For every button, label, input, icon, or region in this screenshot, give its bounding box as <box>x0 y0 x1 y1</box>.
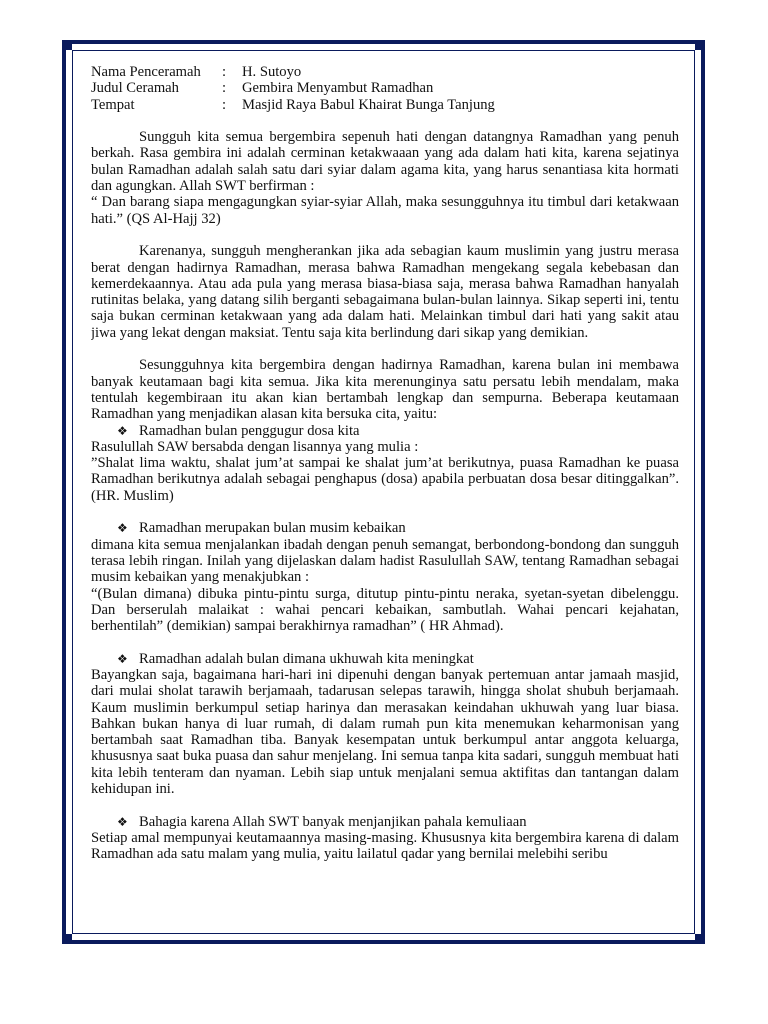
section-heading-2 <box>91 520 679 536</box>
meta-colon: : <box>222 80 227 97</box>
meta-value: Gembira Menyambut Ramadhan <box>242 80 434 97</box>
section-2-line-1: dimana kita semua menjalankan ibadah dengan penuh semangat, berbondong-bondong dan sungguh terasa lebih ringan. Inilah yang dijelaskan dalam hadist Rasulullah SAW, tentang Ramadhan sebagai musim kebaikan yang menakjubkan : <box>91 536 679 586</box>
section-1-hadith: ”Shalat lima waktu, shalat jum’at sampai ke shalat jum’at berikutnya, puasa Ramadhan ke puasa Ramadhan berikutnya adalah sebagai penghapus (dosa) apabila perbuatan dosa besar ditinggalkan”. (HR. Muslim) <box>91 455 679 504</box>
meta-row-place <box>91 97 679 113</box>
border-corner-bottom-right <box>695 934 705 944</box>
section-2-hadith: “(Bulan dimana) dibuka pintu-pintu surga, ditutup pintu-pintu neraka, syetan-syetan dibelenggu. Dan berserulah malaikat : wahai pencari kebaikan, sambutlah. Wahai pencari kejahatan, berhentilah” (demikian) sampai berakhirnya ramadhan” ( HR Ahmad). <box>91 585 679 635</box>
meta-block <box>91 64 679 113</box>
section-title: Ramadhan merupakan bulan musim kebaikan <box>139 520 406 537</box>
meta-label: Tempat <box>91 96 135 113</box>
meta-colon: : <box>222 96 227 113</box>
section-4-body: Setiap amal mempunyai keutamaannya masing-masing. Khususnya kita bergembira karena di dalam Ramadhan ada satu malam yang mulia, yaitu lailatul qadar yang bernilai melebihi seribu <box>91 829 679 863</box>
diamond-bullet-icon: ❖ <box>117 423 128 438</box>
meta-row-title <box>91 80 679 96</box>
document-content <box>91 64 679 906</box>
meta-row-speaker <box>91 64 679 80</box>
section-heading-3 <box>91 651 679 667</box>
paragraph-intro: Sungguh kita semua bergembira sepenuh hati dengan datangnya Ramadhan yang penuh berkah. Rasa gembira ini adalah cerminan ketakwaaan yang ada dalam hati kita, karena sejatinya bulan Ramadhan adalah salah satu dari syiar dalam agama kita, yang harus senantiasa kita hormati dan agungkan. Allah SWT berfirman : <box>91 129 679 195</box>
section-3-body: Bayangkan saja, bagaimana hari-hari ini dipenuhi dengan banyak pertemuan antar jamaah masjid, dari mulai sholat tarawih berjamaah, tadarusan selepas tarawih, hingga sholat shubuh berjamaah. Kaum muslimin berkumpul setiap harinya dan merasakan keindahan ukhuwah yang luar biasa. Bahkan bukan hanya di luar rumah, di dalam rumah pun kita menemukan keharmonisan yang bertambah saat Ramadhan tiba. Banyak kesempatan untuk berkumpul antar anggota keluarga, khususnya saat buka puasa dan sahur menjelang. Ini semua tanpa kita sadari, sungguh membuat hati kita lebih tenteram dan nyaman. Lebih siap untuk menjalani semua aktifitas dan tantangan dalam kehidupan ini. <box>91 666 679 798</box>
section-title: Bahagia karena Allah SWT banyak menjanjikan pahala kemuliaan <box>139 813 527 830</box>
border-corner-top-left <box>62 40 72 50</box>
meta-colon: : <box>222 64 227 80</box>
meta-label: Judul Ceramah <box>91 80 179 97</box>
section-heading-4 <box>91 814 679 830</box>
meta-value: H. Sutoyo <box>242 64 302 80</box>
section-1-line-1: Rasulullah SAW bersabda dengan lisannya yang mulia : <box>91 438 419 455</box>
border-corner-bottom-left <box>62 934 72 944</box>
border-corner-top-right <box>695 40 705 50</box>
diamond-bullet-icon: ❖ <box>117 521 128 536</box>
section-heading-1 <box>91 423 679 439</box>
section-title: Ramadhan bulan penggugur dosa kita <box>139 422 360 439</box>
meta-value: Masjid Raya Babul Khairat Bunga Tanjung <box>242 96 495 113</box>
diamond-bullet-icon: ❖ <box>117 814 128 829</box>
paragraph-virtues: Sesungguhnya kita bergembira dengan hadirnya Ramadhan, karena bulan ini membawa banyak keutamaan bagi kita semua. Jika kita merenunginya satu persatu lebih mendalam, maka tentulah kegembiraan itu akan kian bertambah lengkap dan sempurna. Beberapa keutamaan Ramadhan yang menjadikan alasan kita bersuka cita, yaitu: <box>91 357 679 423</box>
quote-qs-al-hajj: “ Dan barang siapa mengagungkan syiar-syiar Allah, maka sesungguhnya itu timbul dari ketakwaan hati.” (QS Al-Hajj 32) <box>91 194 679 227</box>
paragraph-concern: Karenanya, sungguh mengherankan jika ada sebagian kaum muslimin yang justru merasa berat dengan hadirnya Ramadhan, merasa bahwa Ramadhan mengekang segala kebebasan dan kemerdekaannya. Atau ada pula yang merasa biasa-biasa saja, merasa bahwa Ramadhan hanyalah rutinitas belaka, yang datang silih berganti sebagaimana bulan-bulan lainnya. Sikap seperti ini, tentu saja bukan cerminan ketakwaan yang ada dalam hati. Melainkan timbul dari hati yang sakit atau jiwa yang lekat dengan maksiat. Tentu saja kita berlindung dari sikap yang demikian. <box>91 243 679 341</box>
section-title: Ramadhan adalah bulan dimana ukhuwah kita meningkat <box>139 650 474 667</box>
diamond-bullet-icon: ❖ <box>117 651 128 666</box>
meta-label: Nama Penceramah <box>91 64 201 80</box>
